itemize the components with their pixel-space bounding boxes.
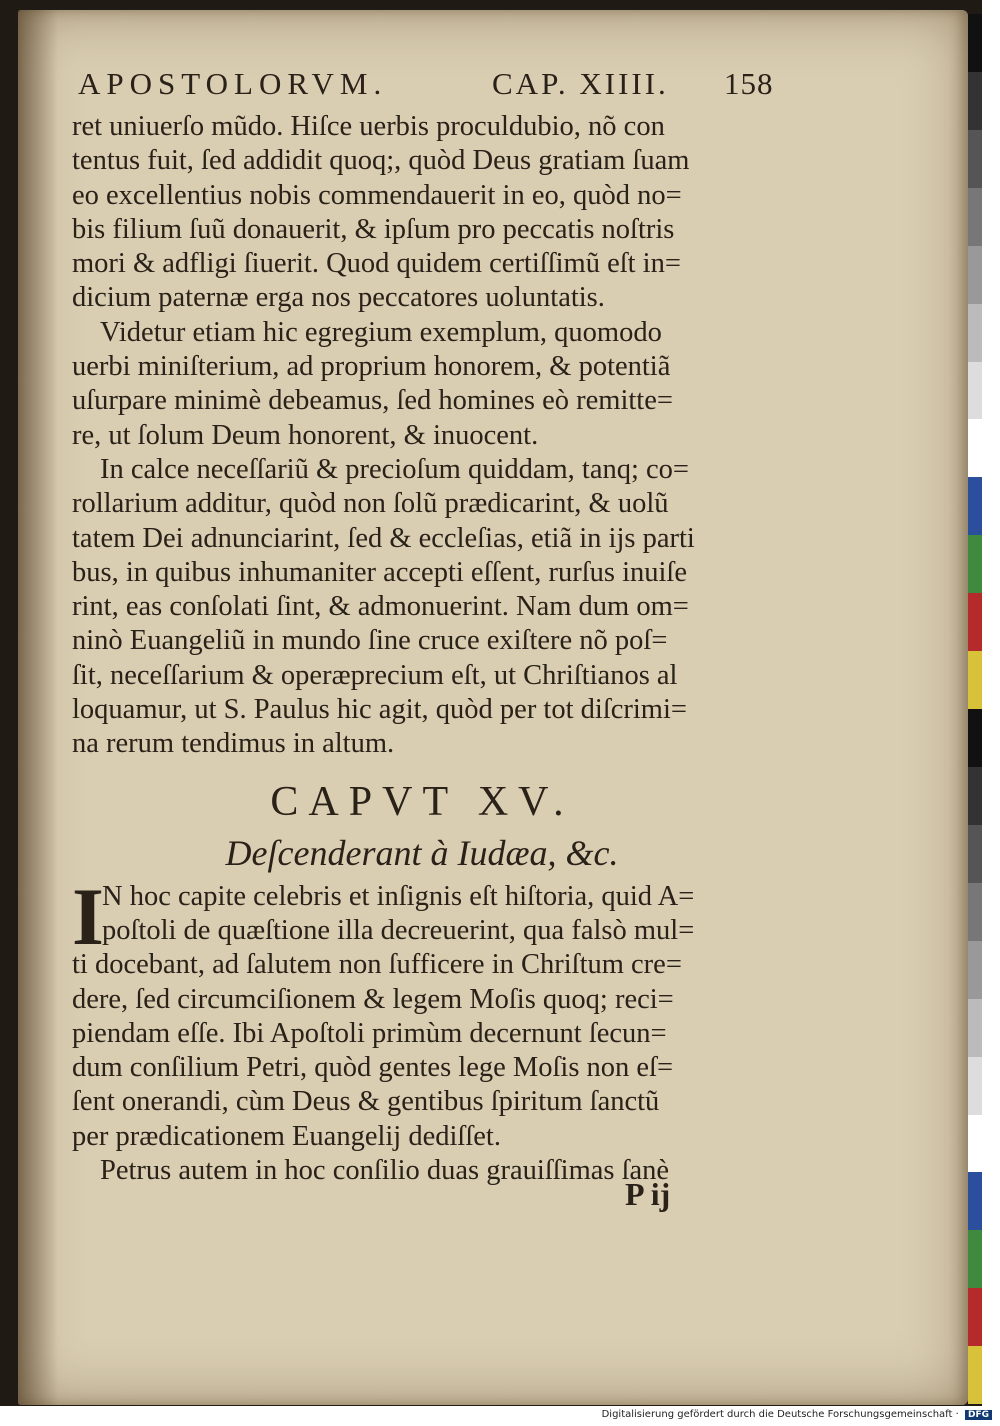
text-line: ſit, neceſſarium & operæprecium eſt, ut Chriſtianos al	[72, 659, 678, 691]
text-line: re, ut ſolum Deum honorent, & inuocent.	[72, 419, 539, 451]
text-line: Videtur etiam hic egregium exemplum, quomodo	[100, 316, 662, 348]
page-text-block	[72, 66, 772, 1188]
page-gutter-shadow	[18, 10, 58, 1405]
text-line: bus, in quibus inhumaniter accepti eſſent, rurſus inuiſe	[72, 556, 687, 588]
credit-text: Digitalisierung gefördert durch die Deutsche Forschungsgemeinschaft	[601, 1409, 953, 1420]
text-line: ninò Euangeliũ in mundo ſine cruce exiſtere nõ poſ=	[72, 625, 668, 657]
text-line: bis filium ſuũ donauerit, & ipſum pro peccatis noſtris	[72, 213, 675, 245]
text-line: tentus fuit, ſed addidit quoq;, quòd Deus gratiam ſuam	[72, 145, 690, 177]
running-head-chapter: CAP. XIIII.	[492, 66, 669, 101]
text-line: per prædicationem Euangelij dediſſet.	[72, 1120, 501, 1152]
color-calibration-strip	[968, 14, 982, 1404]
chapter-incipit: Deſcenderant à Iudæa, &c.	[225, 832, 619, 873]
running-head	[72, 66, 772, 110]
drop-initial: I	[72, 870, 104, 962]
text-line: N hoc capite celebris et inſignis eſt hiſtoria, quid A=	[102, 880, 695, 912]
text-line: mori & adfligi ſiuerit. Quod quidem certiſſimũ eſt in=	[72, 248, 681, 280]
digitization-credit: Digitalisierung gefördert durch die Deutsche Forschungsgemeinschaft · DFG	[602, 1409, 992, 1420]
text-line: eo excellentius nobis commendauerit in eo, quòd no=	[72, 179, 682, 211]
text-line: ſent onerandi, cùm Deus & gentibus ſpiritum ſanctũ	[72, 1086, 660, 1118]
text-line: dere, ſed circumciſionem & legem Moſis quoq; reci=	[72, 983, 674, 1015]
text-line: tatem Dei adnunciarint, ſed & eccleſias, etiã in ijs parti	[72, 522, 695, 554]
text-line: loquamur, ut S. Paulus hic agit, quòd per tot diſcrimi=	[72, 694, 687, 726]
text-line: poſtoli de quæſtione illa decreuerint, qua falsò mul=	[102, 914, 695, 946]
text-line: piendam eſſe. Ibi Apoſtoli primùm decernunt ſecun=	[72, 1017, 667, 1049]
text-line: na rerum tendimus in altum.	[72, 728, 395, 760]
dfg-logo: DFG	[965, 1410, 992, 1420]
body-text-after-chapter	[72, 870, 772, 1189]
text-line: dum conſilium Petri, quòd gentes lege Moſis non eſ=	[72, 1052, 674, 1084]
text-line: uſurpare minimè debeamus, ſed homines eò remitte=	[72, 385, 673, 417]
text-line: In calce neceſſariũ & precioſum quiddam, tanq; co=	[100, 453, 690, 485]
text-line: dicium paternæ erga nos peccatores uoluntatis.	[72, 282, 605, 314]
body-text-before-chapter	[72, 110, 772, 762]
signature-mark: P ij	[625, 1176, 671, 1212]
text-line: ret uniuerſo mũdo. Hiſce uerbis proculdubio, nõ con	[72, 111, 665, 142]
running-head-title: APOSTOLORVM.	[78, 66, 388, 101]
text-line: rint, eas conſolati ſint, & admonuerint. Nam dum om=	[72, 591, 689, 623]
text-line: uerbi miniſterium, ad proprium honorem, & potentiã	[72, 351, 671, 383]
text-line: Petrus autem in hoc conſilio duas grauiſſimas ſanè	[100, 1155, 670, 1187]
folio-number: 158	[724, 66, 774, 101]
text-line: ti docebant, ad ſalutem non ſufficere in Chriſtum cre=	[72, 949, 682, 981]
chapter-heading: CAPVT XV.	[270, 778, 574, 825]
text-line: rollarium additur, quòd non ſolũ prædicarint, & uolũ	[72, 488, 669, 520]
